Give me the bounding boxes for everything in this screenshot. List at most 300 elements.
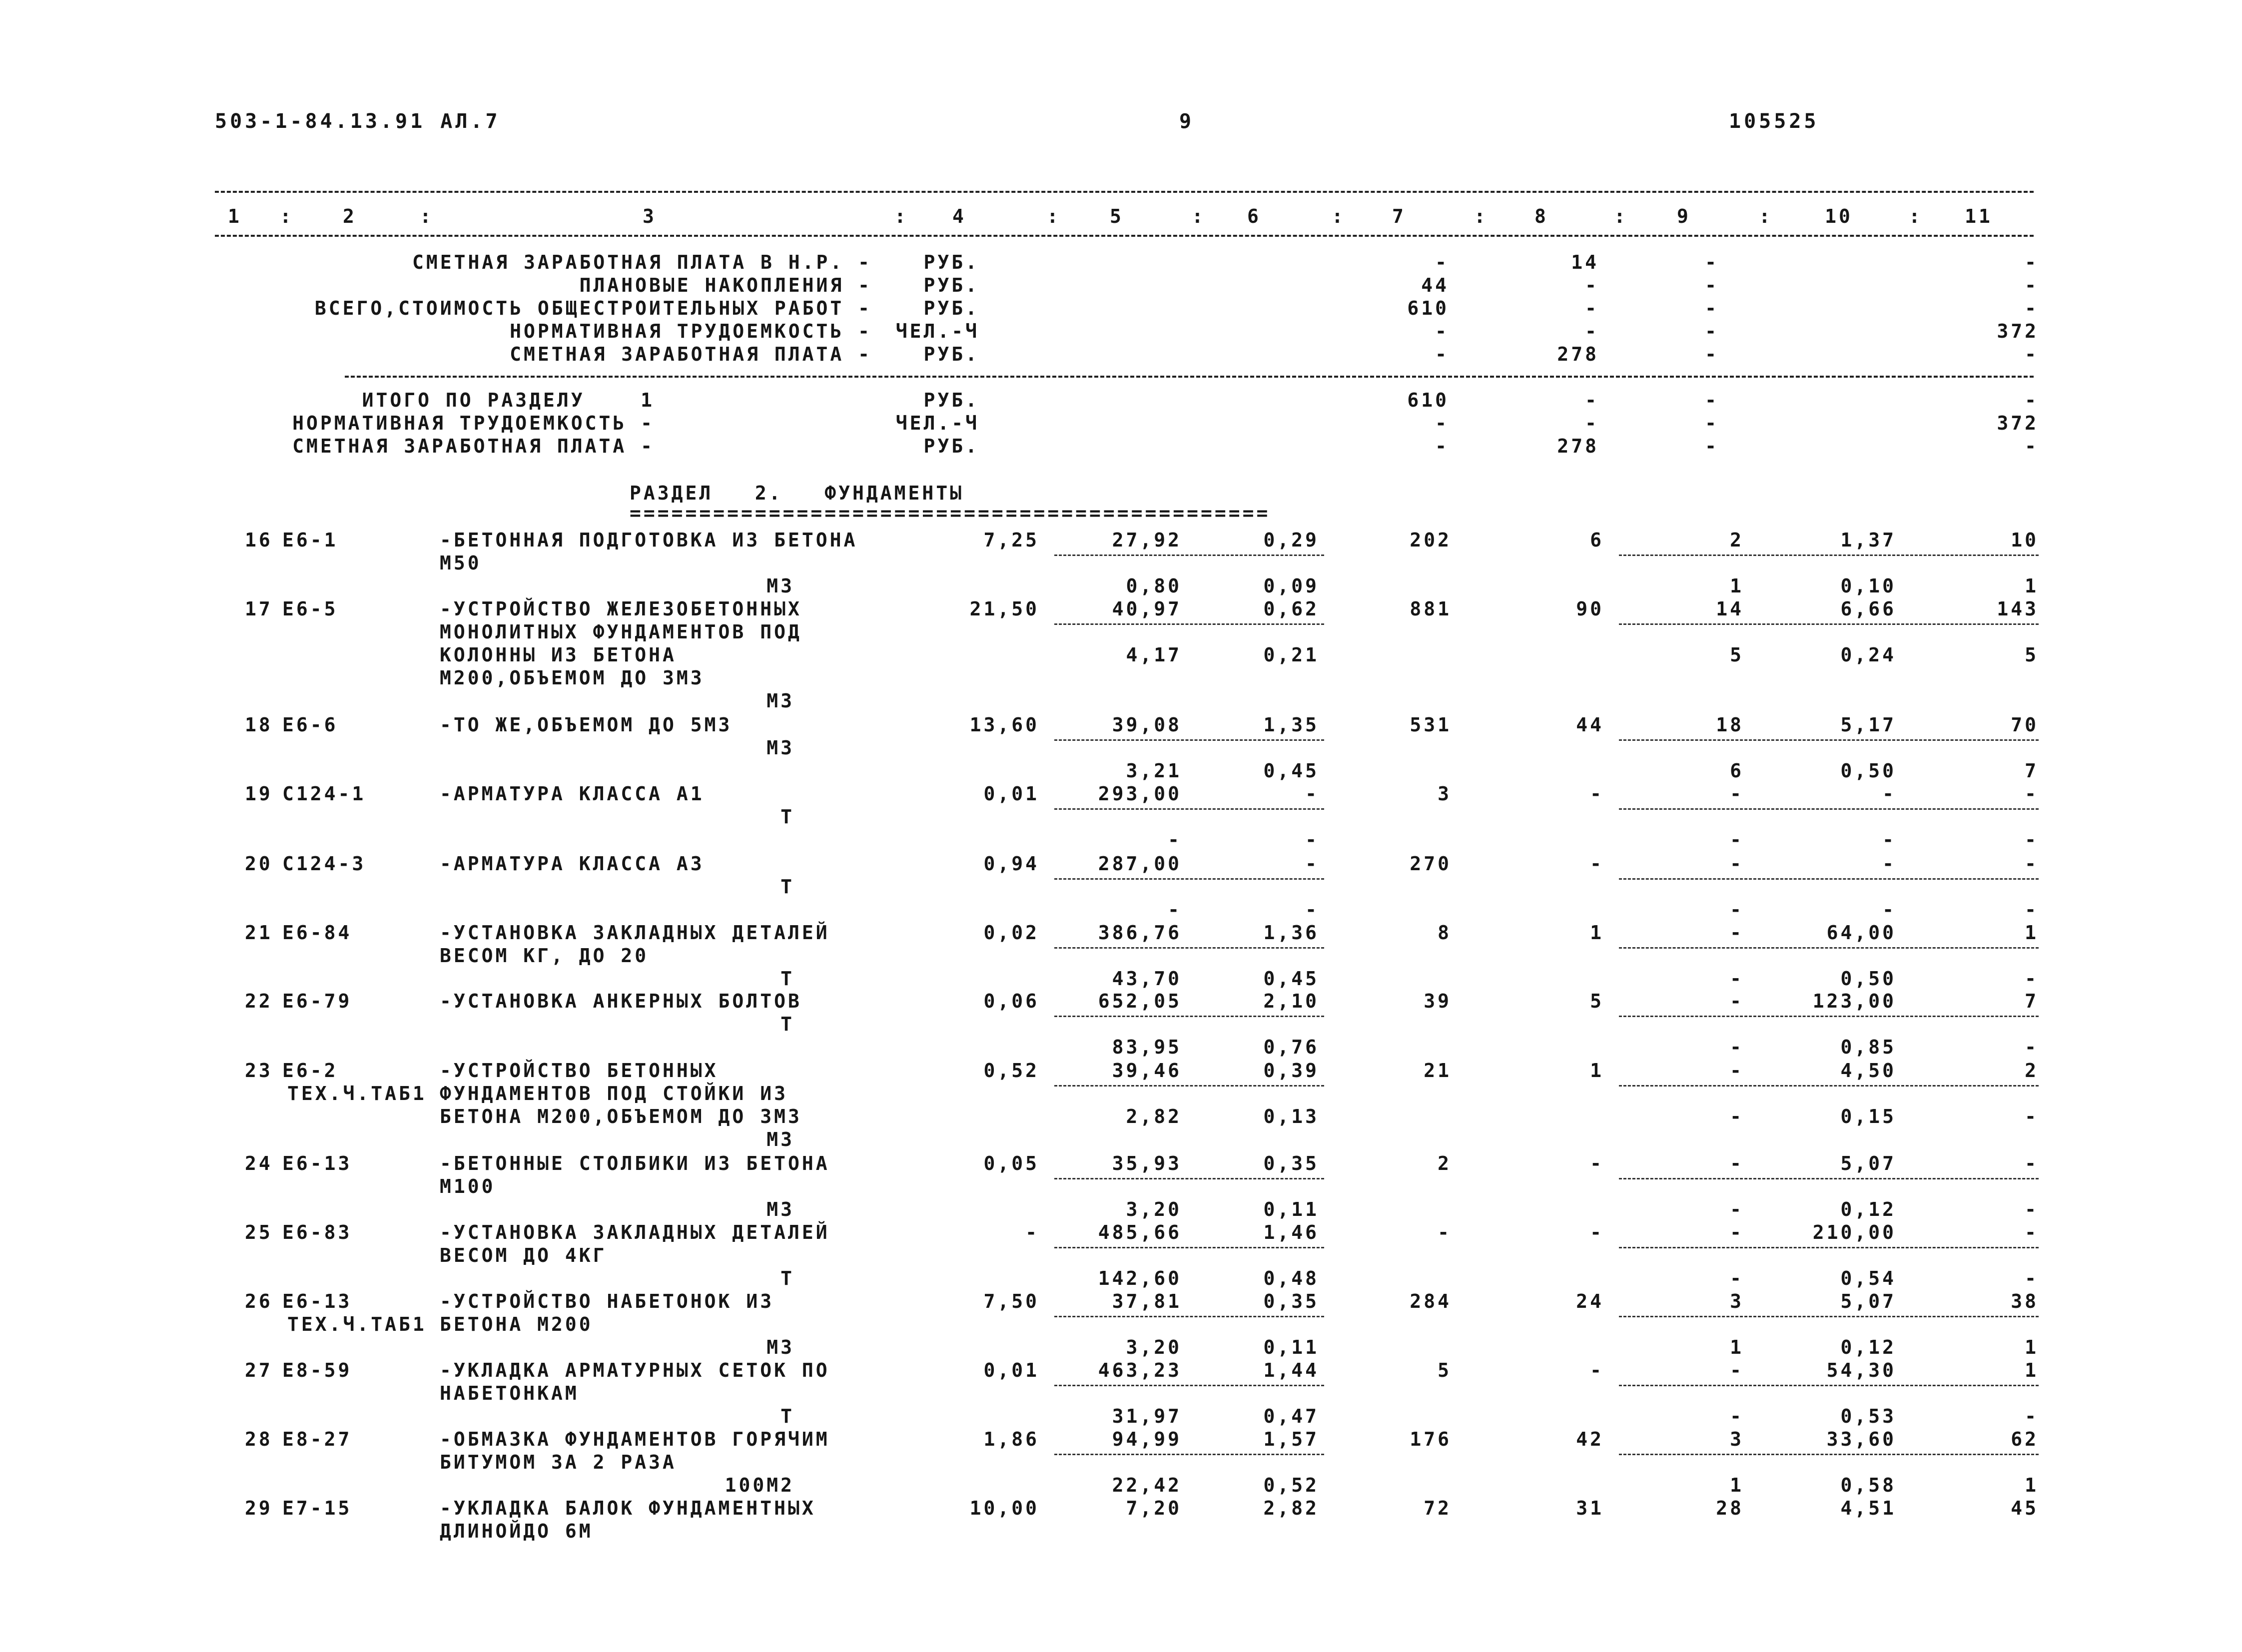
summary-unit: РУБ. (923, 274, 979, 296)
cost-labor: 31 (1576, 1497, 1604, 1519)
labor-total: 38 (2011, 1290, 2039, 1312)
labor-total: - (2025, 853, 2039, 875)
summary-col7: 44 (1421, 274, 1449, 296)
summary-col9: - (1705, 251, 1719, 273)
page-number: 9 (1179, 110, 1195, 133)
item-description: -БЕТОННАЯ ПОДГОТОВКА ИЗ БЕТОНА (440, 529, 858, 551)
labor-per-unit: 54,30 (1826, 1359, 1896, 1381)
column-separator: : (420, 205, 434, 227)
price-subrule (1054, 947, 1324, 949)
summary-col8: - (1585, 320, 1599, 342)
unit-price-total: 37,81 (1112, 1290, 1182, 1312)
labor-machinist-unit: 0,24 (1840, 644, 1896, 666)
price-subrule (1054, 1385, 1324, 1386)
labor-per-unit: 123,00 (1812, 990, 1896, 1012)
cost-labor: 1 (1590, 922, 1604, 944)
cost-labor: - (1590, 783, 1604, 805)
item-number: 20 (245, 853, 273, 875)
unit-price-machinist: - (1168, 829, 1182, 851)
cost-machines: - (1730, 1060, 1744, 1082)
unit-price-machinist: 3,20 (1126, 1336, 1182, 1358)
price-subrule (1054, 623, 1324, 625)
labor-subrule (1619, 554, 2039, 556)
summary-label: ВСЕГО,СТОИМОСТЬ ОБЩЕСТРОИТЕЛЬНЫХ РАБОТ - (314, 297, 872, 319)
summary-col8: - (1585, 274, 1599, 296)
labor-machinist-unit: 0,15 (1840, 1105, 1896, 1127)
summary-col11: - (2025, 389, 2039, 411)
summary-label: НОРМАТИВНАЯ ТРУДОЕМКОСТЬ - (510, 320, 872, 342)
labor-subrule (1619, 1247, 2039, 1248)
cost-labor: - (1590, 853, 1604, 875)
summary-col9: - (1705, 320, 1719, 342)
item-description: ВЕСОМ КГ, ДО 20 (440, 945, 649, 967)
summary-label: СМЕТНАЯ ЗАРАБОТНАЯ ПЛАТА - (510, 343, 872, 365)
unit-price-labor: 1,35 (1263, 714, 1319, 736)
item-quantity: 0,01 (983, 783, 1039, 805)
item-number: 23 (245, 1060, 273, 1082)
summary-col8: 14 (1571, 251, 1599, 273)
cost-machinist: 6 (1730, 760, 1744, 782)
unit-price-machinist-labor: 0,13 (1263, 1105, 1319, 1127)
price-subrule (1054, 1178, 1324, 1179)
item-code-note: ТЕХ.Ч.ТАБ1 (287, 1313, 427, 1335)
unit-price-total: 35,93 (1112, 1152, 1182, 1174)
cost-total: 72 (1424, 1497, 1452, 1519)
unit-price-machinist-labor: 0,21 (1263, 644, 1319, 666)
cost-total: 3 (1438, 783, 1452, 805)
cost-machines: - (1730, 783, 1744, 805)
cost-machines: 28 (1716, 1497, 1744, 1519)
labor-per-unit: 5,17 (1840, 714, 1896, 736)
summary-unit: РУБ. (923, 297, 979, 319)
unit-price-machinist-labor: 0,45 (1263, 968, 1319, 990)
item-code: С124-1 (282, 783, 366, 805)
cost-labor: - (1590, 1359, 1604, 1381)
cost-total: 176 (1410, 1428, 1452, 1450)
summary-col9: - (1705, 412, 1719, 434)
cost-total: 202 (1410, 529, 1452, 551)
labor-total: 70 (2011, 714, 2039, 736)
item-description: -АРМАТУРА КЛАССА А3 (440, 853, 705, 875)
item-description: -УСТРОЙСТВО НАБЕТОНОК ИЗ (440, 1290, 774, 1312)
item-code: Е6-6 (282, 714, 338, 736)
item-number: 21 (245, 922, 273, 944)
column-number: 4 (952, 205, 966, 227)
summary-unit: РУБ. (923, 389, 979, 411)
unit-price-total: 652,05 (1098, 990, 1182, 1012)
column-number: 10 (1825, 205, 1853, 227)
cost-machines: 3 (1730, 1290, 1744, 1312)
labor-subrule (1619, 808, 2039, 810)
item-code: Е6-79 (282, 990, 352, 1012)
summary-unit: РУБ. (923, 251, 979, 273)
item-unit: 100М2 (725, 1474, 794, 1496)
cost-total: 270 (1410, 853, 1452, 875)
cost-labor: 6 (1590, 529, 1604, 551)
labor-machinist-unit: - (1882, 899, 1896, 921)
item-description: ФУНДАМЕНТОВ ПОД СТОЙКИ ИЗ (440, 1083, 788, 1104)
cost-machines: 18 (1716, 714, 1744, 736)
cost-machinist: - (1730, 899, 1744, 921)
item-description: М50 (440, 552, 482, 574)
item-description: -УСТАНОВКА АНКЕРНЫХ БОЛТОВ (440, 990, 802, 1012)
item-code: Е6-83 (282, 1221, 352, 1243)
summary-col9: - (1705, 389, 1719, 411)
cost-machines: 3 (1730, 1428, 1744, 1450)
cost-machinist: 1 (1730, 1336, 1744, 1358)
column-separator: : (894, 205, 908, 227)
cost-machines: 2 (1730, 529, 1744, 551)
labor-total: 45 (2011, 1497, 2039, 1519)
item-unit: М3 (766, 1128, 794, 1150)
summary-col7: - (1435, 251, 1449, 273)
unit-price-machinist-labor: 0,48 (1263, 1267, 1319, 1289)
item-unit: М3 (766, 575, 794, 597)
summary-label: НОРМАТИВНАЯ ТРУДОЕМКОСТЬ - (292, 412, 655, 434)
cost-machines: - (1730, 853, 1744, 875)
unit-price-total: 27,92 (1112, 529, 1182, 551)
column-separator: : (1332, 205, 1346, 227)
column-number: 5 (1110, 205, 1124, 227)
item-code: Е6-13 (282, 1152, 352, 1174)
labor-machinist-unit: 0,12 (1840, 1336, 1896, 1358)
unit-price-machinist: 22,42 (1112, 1474, 1182, 1496)
labor-per-unit: - (1882, 783, 1896, 805)
labor-per-unit: 1,37 (1840, 529, 1896, 551)
item-quantity: 21,50 (969, 598, 1039, 620)
cost-total: 8 (1438, 922, 1452, 944)
item-description: НАБЕТОНКАМ (440, 1382, 579, 1404)
labor-per-unit: 5,07 (1840, 1152, 1896, 1174)
unit-price-total: 39,46 (1112, 1060, 1182, 1082)
item-number: 24 (245, 1152, 273, 1174)
item-unit: Т (780, 1405, 794, 1427)
labor-machinist-unit: 0,54 (1840, 1267, 1896, 1289)
item-quantity: 0,94 (983, 853, 1039, 875)
unit-price-total: 94,99 (1112, 1428, 1182, 1450)
labor-subrule (1619, 947, 2039, 949)
price-subrule (1054, 1247, 1324, 1248)
cost-total: - (1438, 1221, 1452, 1243)
cost-total: 2 (1438, 1152, 1452, 1174)
cost-machinist: - (1730, 1198, 1744, 1220)
column-number: 2 (343, 205, 357, 227)
cost-total: 531 (1410, 714, 1452, 736)
cost-machines: - (1730, 922, 1744, 944)
price-subrule (1054, 554, 1324, 556)
labor-per-unit: 64,00 (1826, 922, 1896, 944)
unit-price-machinist: 31,97 (1112, 1405, 1182, 1427)
item-description: -УСТАНОВКА ЗАКЛАДНЫХ ДЕТАЛЕЙ (440, 922, 830, 944)
labor-total: - (2025, 783, 2039, 805)
cost-total: 284 (1410, 1290, 1452, 1312)
unit-price-total: 287,00 (1098, 853, 1182, 875)
unit-price-labor: 1,57 (1263, 1428, 1319, 1450)
labor-machinist-total: - (2025, 1105, 2039, 1127)
summary-col9: - (1705, 343, 1719, 365)
cost-machinist: 1 (1730, 1474, 1744, 1496)
item-quantity: 0,06 (983, 990, 1039, 1012)
summary-unit: РУБ. (923, 435, 979, 457)
labor-machinist-total: - (2025, 1198, 2039, 1220)
unit-price-machinist: 0,80 (1126, 575, 1182, 597)
item-number: 25 (245, 1221, 273, 1243)
column-number: 3 (643, 205, 657, 227)
cost-machinist: - (1730, 829, 1744, 851)
item-number: 17 (245, 598, 273, 620)
item-description: -ОБМАЗКА ФУНДАМЕНТОВ ГОРЯЧИМ (440, 1428, 830, 1450)
item-unit: Т (780, 968, 794, 990)
item-number: 18 (245, 714, 273, 736)
unit-price-machinist: 4,17 (1126, 644, 1182, 666)
summary-col7: - (1435, 320, 1449, 342)
item-code: Е7-15 (282, 1497, 352, 1519)
labor-subrule (1619, 623, 2039, 625)
unit-price-total: 39,08 (1112, 714, 1182, 736)
summary-col7: - (1435, 435, 1449, 457)
item-quantity: - (1025, 1221, 1039, 1243)
labor-machinist-unit: 0,85 (1840, 1036, 1896, 1058)
labor-machinist-unit: 0,12 (1840, 1198, 1896, 1220)
summary-col11: - (2025, 343, 2039, 365)
labor-machinist-unit: 0,58 (1840, 1474, 1896, 1496)
item-description: МОНОЛИТНЫХ ФУНДАМЕНТОВ ПОД (440, 621, 802, 643)
item-quantity: 10,00 (969, 1497, 1039, 1519)
labor-machinist-unit: 0,50 (1840, 760, 1896, 782)
item-number: 26 (245, 1290, 273, 1312)
unit-price-labor: 1,44 (1263, 1359, 1319, 1381)
summary-col11: 372 (1997, 320, 2039, 342)
item-unit: Т (780, 1013, 794, 1035)
labor-per-unit: 6,66 (1840, 598, 1896, 620)
item-unit: М3 (766, 1198, 794, 1220)
unit-price-labor: 1,36 (1263, 922, 1319, 944)
summary-col11: - (2025, 435, 2039, 457)
cost-machinist: 5 (1730, 644, 1744, 666)
cost-labor: 44 (1576, 714, 1604, 736)
price-subrule (1054, 1316, 1324, 1317)
cost-total: 881 (1410, 598, 1452, 620)
unit-price-labor: - (1305, 783, 1319, 805)
cost-machinist: - (1730, 1405, 1744, 1427)
labor-per-unit: 4,50 (1840, 1060, 1896, 1082)
labor-subrule (1619, 1016, 2039, 1017)
unit-price-total: 293,00 (1098, 783, 1182, 805)
unit-price-machinist: 142,60 (1098, 1267, 1182, 1289)
summary-col8: 278 (1557, 435, 1599, 457)
labor-machinist-total: - (2025, 1267, 2039, 1289)
labor-subrule (1619, 878, 2039, 880)
item-number: 27 (245, 1359, 273, 1381)
cost-machinist: - (1730, 1036, 1744, 1058)
item-quantity: 0,01 (983, 1359, 1039, 1381)
cost-machinist: 1 (1730, 575, 1744, 597)
cost-machines: - (1730, 990, 1744, 1012)
item-number: 19 (245, 783, 273, 805)
column-separator: : (1474, 205, 1488, 227)
column-separator: : (280, 205, 294, 227)
item-code-note: ТЕХ.Ч.ТАБ1 (287, 1083, 427, 1104)
top-rule (215, 191, 2034, 193)
labor-subrule (1619, 1454, 2039, 1455)
summary-col9: - (1705, 274, 1719, 296)
labor-per-unit: 33,60 (1826, 1428, 1896, 1450)
labor-machinist-total: 5 (2025, 644, 2039, 666)
column-separator: : (1909, 205, 1923, 227)
section-title: РАЗДЕЛ 2. ФУНДАМЕНТЫ (630, 482, 964, 504)
unit-price-total: 463,23 (1098, 1359, 1182, 1381)
summary-col7: - (1435, 412, 1449, 434)
labor-subrule (1619, 1316, 2039, 1317)
unit-price-machinist-labor: 0,52 (1263, 1474, 1319, 1496)
cost-labor: 24 (1576, 1290, 1604, 1312)
unit-price-total: 7,20 (1126, 1497, 1182, 1519)
item-description: ДЛИНОЙДО 6М (440, 1520, 593, 1542)
item-quantity: 7,25 (983, 529, 1039, 551)
labor-machinist-unit: 0,10 (1840, 575, 1896, 597)
item-code: Е6-2 (282, 1060, 338, 1082)
item-description: ВЕСОМ ДО 4КГ (440, 1244, 607, 1266)
labor-machinist-total: - (2025, 899, 2039, 921)
item-unit: Т (780, 876, 794, 898)
summary-col11: - (2025, 251, 2039, 273)
cost-machines: - (1730, 1221, 1744, 1243)
item-number: 16 (245, 529, 273, 551)
unit-price-machinist-labor: 0,11 (1263, 1198, 1319, 1220)
item-description: -УКЛАДКА АРМАТУРНЫХ СЕТОК ПО (440, 1359, 830, 1381)
column-separator: : (1192, 205, 1206, 227)
item-number: 29 (245, 1497, 273, 1519)
cost-machines: - (1730, 1359, 1744, 1381)
cost-machinist: - (1730, 1267, 1744, 1289)
unit-price-labor: 0,29 (1263, 529, 1319, 551)
item-quantity: 1,86 (983, 1428, 1039, 1450)
summary-col8: - (1585, 297, 1599, 319)
item-description: -УСТРОЙСТВО БЕТОННЫХ (440, 1060, 719, 1082)
unit-price-machinist-labor: - (1305, 899, 1319, 921)
item-code: С124-3 (282, 853, 366, 875)
labor-per-unit: - (1882, 853, 1896, 875)
cost-total: 39 (1424, 990, 1452, 1012)
cost-labor: 1 (1590, 1060, 1604, 1082)
item-description: -УСТАНОВКА ЗАКЛАДНЫХ ДЕТАЛЕЙ (440, 1221, 830, 1243)
unit-price-machinist: - (1168, 899, 1182, 921)
item-quantity: 13,60 (969, 714, 1039, 736)
labor-subrule (1619, 1385, 2039, 1386)
item-code: Е6-84 (282, 922, 352, 944)
labor-machinist-total: - (2025, 1036, 2039, 1058)
summary-col8: - (1585, 389, 1599, 411)
item-code: Е6-1 (282, 529, 338, 551)
column-number: 8 (1534, 205, 1548, 227)
summary-label: СМЕТНАЯ ЗАРАБОТНАЯ ПЛАТА В Н.Р. - (412, 251, 872, 273)
document-number: 105525 (1729, 110, 1819, 133)
labor-per-unit: 5,07 (1840, 1290, 1896, 1312)
summary-col11: - (2025, 297, 2039, 319)
item-description: БИТУМОМ ЗА 2 РАЗА (440, 1451, 677, 1473)
item-description: -УКЛАДКА БАЛОК ФУНДАМЕНТНЫХ (440, 1497, 816, 1519)
labor-machinist-total: 1 (2025, 1336, 2039, 1358)
price-subrule (1054, 878, 1324, 880)
unit-price-machinist: 3,21 (1126, 760, 1182, 782)
unit-price-machinist-labor: 0,45 (1263, 760, 1319, 782)
unit-price-machinist: 3,20 (1126, 1198, 1182, 1220)
labor-subrule (1619, 739, 2039, 741)
labor-machinist-total: - (2025, 829, 2039, 851)
labor-per-unit: 4,51 (1840, 1497, 1896, 1519)
summary-label: ПЛАНОВЫЕ НАКОПЛЕНИЯ - (579, 274, 872, 296)
unit-price-machinist-labor: 0,76 (1263, 1036, 1319, 1058)
item-description: -ТО ЖЕ,ОБЪЕМОМ ДО 5М3 (440, 714, 733, 736)
labor-total: 1 (2025, 922, 2039, 944)
unit-price-total: 386,76 (1098, 922, 1182, 944)
labor-total: 10 (2011, 529, 2039, 551)
item-description: БЕТОНА М200,ОБЪЕМОМ ДО 3М3 (440, 1105, 802, 1127)
labor-subrule (1619, 1178, 2039, 1179)
unit-price-machinist-labor: 0,11 (1263, 1336, 1319, 1358)
item-quantity: 0,05 (983, 1152, 1039, 1174)
price-subrule (1054, 1454, 1324, 1455)
cost-total: 5 (1438, 1359, 1452, 1381)
cost-machinist: - (1730, 1105, 1744, 1127)
column-number: 7 (1392, 205, 1406, 227)
labor-total: 143 (1997, 598, 2039, 620)
item-description: -АРМАТУРА КЛАССА А1 (440, 783, 705, 805)
column-number: 6 (1247, 205, 1261, 227)
labor-per-unit: 210,00 (1812, 1221, 1896, 1243)
item-description: М200,ОБЪЕМОМ ДО 3М3 (440, 667, 705, 689)
section-underline: ============================================== (630, 502, 1271, 524)
labor-machinist-total: - (2025, 968, 2039, 990)
summary-col8: - (1585, 412, 1599, 434)
labor-machinist-unit: 0,53 (1840, 1405, 1896, 1427)
item-unit: М3 (766, 1336, 794, 1358)
item-number: 28 (245, 1428, 273, 1450)
column-separator: : (1047, 205, 1061, 227)
unit-price-labor: 1,46 (1263, 1221, 1319, 1243)
unit-price-labor: 0,62 (1263, 598, 1319, 620)
item-description: М100 (440, 1175, 496, 1197)
summary-col11: - (2025, 274, 2039, 296)
item-number: 22 (245, 990, 273, 1012)
column-separator: : (1614, 205, 1628, 227)
column-separator: : (1759, 205, 1773, 227)
item-unit: Т (780, 806, 794, 828)
summary-col7: - (1435, 343, 1449, 365)
unit-price-labor: 0,39 (1263, 1060, 1319, 1082)
header-rule (215, 235, 2034, 237)
cost-machines: 14 (1716, 598, 1744, 620)
summary-col7: 610 (1407, 389, 1449, 411)
labor-machinist-unit: - (1882, 829, 1896, 851)
labor-total: - (2025, 1152, 2039, 1174)
labor-total: 1 (2025, 1359, 2039, 1381)
labor-total: - (2025, 1221, 2039, 1243)
summary-col9: - (1705, 435, 1719, 457)
item-description: -БЕТОННЫЕ СТОЛБИКИ ИЗ БЕТОНА (440, 1152, 830, 1174)
unit-price-machinist-labor: 0,47 (1263, 1405, 1319, 1427)
summary-col7: 610 (1407, 297, 1449, 319)
summary-col8: 278 (1557, 343, 1599, 365)
summary-label: СМЕТНАЯ ЗАРАБОТНАЯ ПЛАТА - (292, 435, 655, 457)
price-subrule (1054, 808, 1324, 810)
summary-unit: РУБ. (923, 343, 979, 365)
unit-price-machinist: 83,95 (1112, 1036, 1182, 1058)
labor-machinist-total: 1 (2025, 1474, 2039, 1496)
unit-price-labor: 2,10 (1263, 990, 1319, 1012)
unit-price-labor: - (1305, 853, 1319, 875)
item-unit: Т (780, 1267, 794, 1289)
